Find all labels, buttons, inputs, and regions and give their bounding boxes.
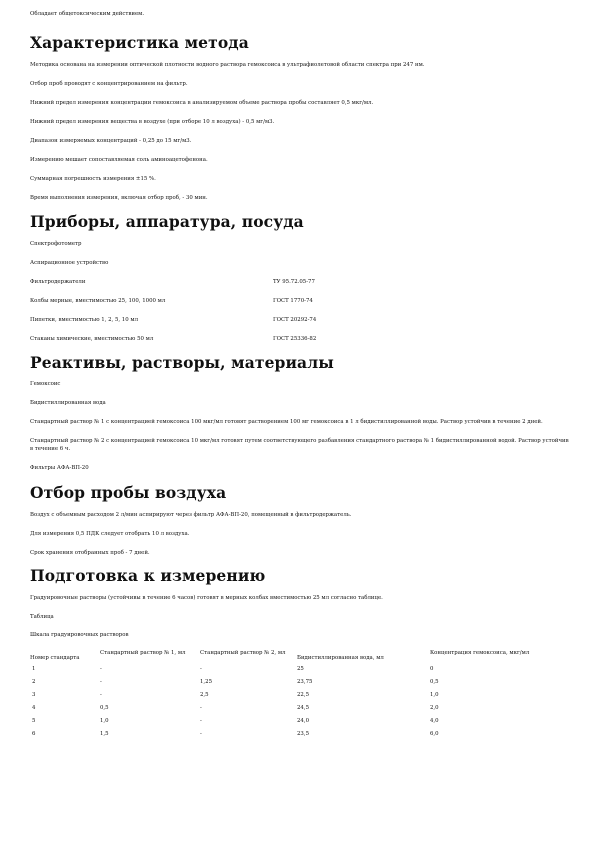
method-paragraph: Нижний предел измерения вещества в воздухе (при отборе 10 л воздуха) - 0,5 мг/м3. <box>30 119 275 125</box>
table-cell: 25 <box>297 666 304 672</box>
table-cell: 5 <box>32 718 36 724</box>
table-cell: - <box>200 731 202 737</box>
calibration-table <box>30 650 540 744</box>
equipment-standard: ТУ 95.72.05-77 <box>273 279 315 285</box>
table-header-cell: Концентрация гемоксоиса, мкг/мл <box>430 650 530 656</box>
equipment-item: Спектрофотометр <box>30 241 82 247</box>
sampling-heading: Отбор пробы воздуха <box>30 483 227 502</box>
method-section <box>30 61 570 202</box>
equipment-row <box>30 297 570 305</box>
sampling-paragraph: Для измерения 0,5 ПДК следует отобрать 10 л воздуха. <box>30 531 190 537</box>
method-paragraph: Нижний предел измерения концентрации гемоксоиса в анализируемом объеме раствора пробы составляет 0,5 мкг/мл. <box>30 100 374 106</box>
equipment-name: Колбы мерные, вместимостью 25, 100, 1000 мл <box>30 298 166 304</box>
table-cell: 24,5 <box>297 705 310 711</box>
reagents-section <box>30 380 570 472</box>
preparation-section <box>30 594 570 744</box>
method-paragraph: Диапазон измеряемых концентраций - 0,25 до 15 мг/м3. <box>30 138 192 144</box>
table-cell: 2,0 <box>430 705 439 711</box>
table-cell: 1,0 <box>100 718 109 724</box>
table-header-row <box>30 650 540 666</box>
preparation-paragraph: Градуировочные растворы (устойчивы в течение 6 часов) готовят в мерных колбах вместимостью 25 мл согласно таблице. <box>30 595 383 601</box>
equipment-row <box>30 335 570 343</box>
table-cell: 23,5 <box>297 731 310 737</box>
table-row <box>30 731 540 744</box>
table-row <box>30 679 540 692</box>
reagent-item: Бидистиллированная вода <box>30 400 106 406</box>
reagents-heading: Реактивы, растворы, материалы <box>30 353 334 372</box>
equipment-row <box>30 316 570 324</box>
equipment-name: Пипетки, вместимостью 1, 2, 5, 10 мл <box>30 317 139 323</box>
table-cell: 0 <box>430 666 434 672</box>
table-cell: 4,0 <box>430 718 439 724</box>
reagent-item: Гемоксоис <box>30 381 61 387</box>
sampling-section <box>30 511 570 557</box>
equipment-standard: ГОСТ 1770-74 <box>273 298 313 304</box>
table-cell: - <box>100 666 102 672</box>
method-paragraph: Измерению мешает сопоставляемая соль аминоацетофенона. <box>30 157 208 163</box>
table-cell: 24,0 <box>297 718 310 724</box>
table-cell: 6,0 <box>430 731 439 737</box>
equipment-name: Стаканы химические, вместимостью 50 мл <box>30 336 154 342</box>
table-cell: 1,0 <box>430 692 439 698</box>
reagent-item: Стандартный раствор № 2 с концентрацией гемоксоиса 10 мкг/мл готовят путем соответствующего разбавления стандартного раствора № 1 бидистиллированной водой. Раствор устойчив в течение 6 ч. <box>30 438 569 452</box>
equipment-name: Фильтродержатели <box>30 279 86 285</box>
equipment-row <box>30 278 570 286</box>
table-cell: 3 <box>32 692 36 698</box>
table-label: Таблица <box>30 614 54 620</box>
table-row <box>30 718 540 731</box>
table-cell: 0,5 <box>100 705 109 711</box>
table-cell: 4 <box>32 705 36 711</box>
equipment-heading: Приборы, аппаратура, посуда <box>30 212 304 231</box>
sampling-paragraph: Воздух с объемным расходом 2 л/мин аспирируют через фильтр АФА-ВП-20, помещенный в фильтродержатель. <box>30 512 352 518</box>
table-cell: - <box>200 705 202 711</box>
table-cell: - <box>200 718 202 724</box>
table-cell: 23,75 <box>297 679 313 685</box>
table-title: Шкала градуировочных растворов <box>30 632 129 638</box>
document-page <box>30 10 570 744</box>
table-header-cell: Стандартный раствор № 1, мл <box>100 650 186 656</box>
table-cell: 2,5 <box>200 692 209 698</box>
method-paragraph: Методика основана на измерении оптической плотности водного раствора гемоксоиса в ультрафиолетовой области спектра при 247 нм. <box>30 62 425 68</box>
table-cell: 1 <box>32 666 36 672</box>
table-header-cell: Стандартный раствор № 2, мл <box>200 650 286 656</box>
method-paragraph: Время выполнения измерения, включая отбор проб, - 30 мин. <box>30 195 208 201</box>
table-cell: 2 <box>32 679 36 685</box>
table-cell: 22,5 <box>297 692 310 698</box>
method-paragraph: Суммарная погрешность измерения ±15 %. <box>30 176 156 182</box>
table-cell: - <box>100 679 102 685</box>
sampling-paragraph: Срок хранения отобранных проб - 7 дней. <box>30 550 150 556</box>
table-cell: 0,5 <box>430 679 439 685</box>
table-header-cell: Бидистиллированная вода, мл <box>297 654 384 661</box>
reagent-item: Фильтры АФА-ВП-20 <box>30 465 89 471</box>
table-cell: 6 <box>32 731 36 737</box>
equipment-item: Аспирационное устройство <box>30 260 109 266</box>
table-header-cell: Номер стандарта <box>30 654 80 661</box>
table-cell: - <box>100 692 102 698</box>
intro-text: Обладает общетоксическим действием. <box>30 11 145 17</box>
preparation-heading: Подготовка к измерению <box>30 566 266 585</box>
equipment-standard: ГОСТ 25336-82 <box>273 336 317 342</box>
table-cell: 1,5 <box>100 731 109 737</box>
method-heading: Характеристика метода <box>30 33 249 52</box>
method-paragraph: Отбор проб проводят с концентрированием на фильтр. <box>30 81 188 87</box>
equipment-standard: ГОСТ 20292-74 <box>273 317 317 323</box>
table-row <box>30 666 540 679</box>
reagent-item: Стандартный раствор № 1 с концентрацией гемоксоиса 100 мкг/мл готовят растворением 100 мг гемоксоиса в 1 л бидистиллированной воды. Раствор устойчив в течение 2 дней. <box>30 419 543 425</box>
table-row <box>30 692 540 705</box>
table-cell: - <box>200 666 202 672</box>
table-cell: 1,25 <box>200 679 213 685</box>
table-row <box>30 705 540 718</box>
equipment-section <box>30 240 570 343</box>
